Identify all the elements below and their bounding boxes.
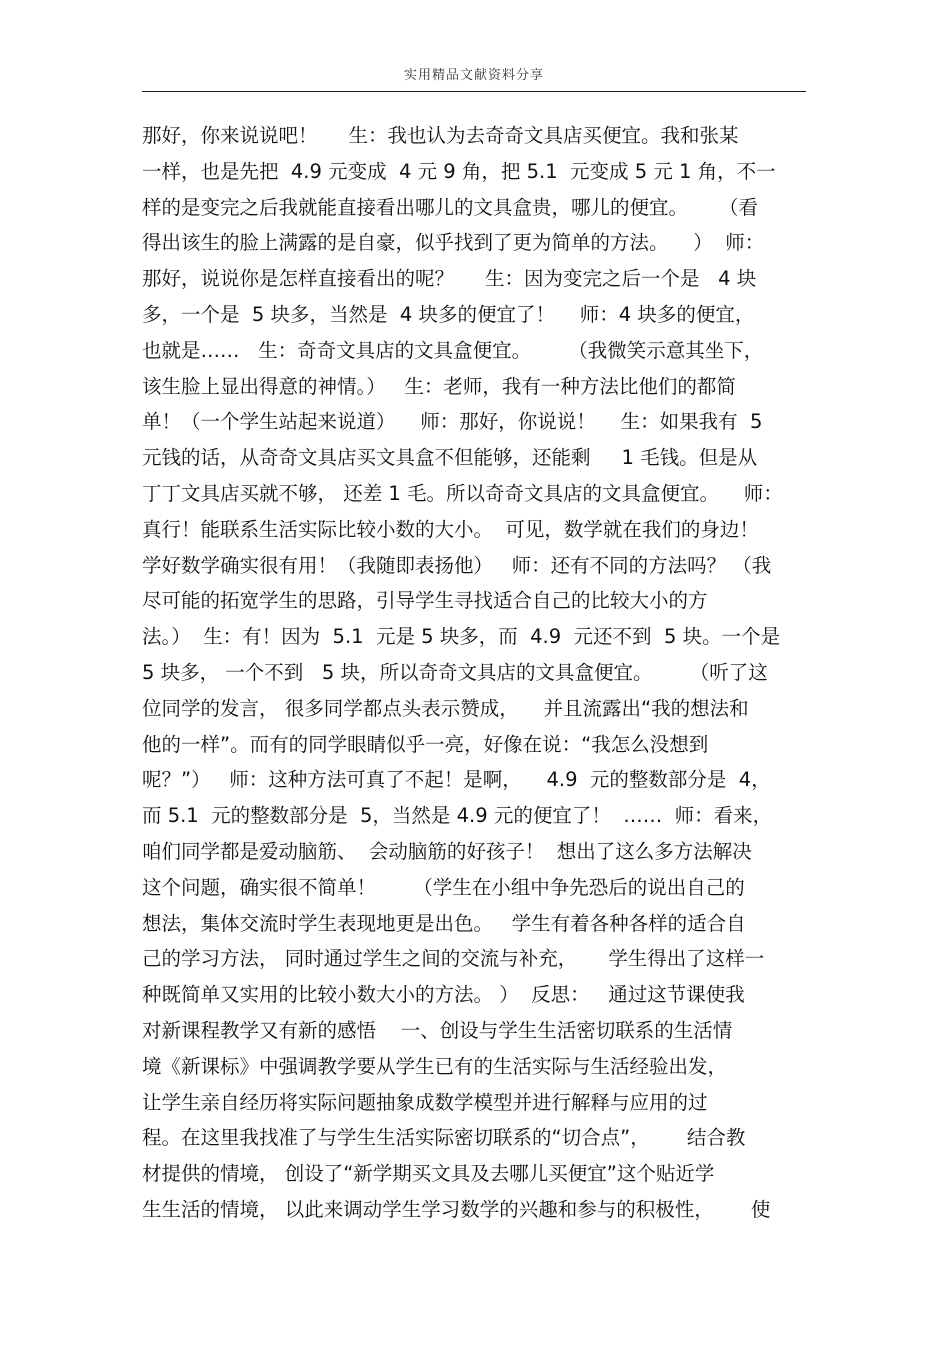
text-line: 元钱的话，从奇奇文具店买文具盒不但能够，还能剩 1 毛钱。但是从 [142, 446, 758, 470]
text-line: 得出该生的脸上满露的是自豪，似乎找到了更为简单的方法。 ） 师： [142, 231, 765, 255]
text-line: 材提供的情境， 创设了“新学期买文具及去哪儿买便宜”这个贴近学 [142, 1162, 715, 1186]
text-line: 5 块多， 一个不到 5 块，所以奇奇文具店的文具盒便宜。 （听了这 [142, 660, 768, 684]
text-line: 想法，集体交流时学生表现地更是出色。 学生有着各种各样的适合自 [142, 911, 746, 935]
text-line: 样的是变完之后我就能直接看出哪儿的文具盒贵，哪儿的便宜。 （看 [142, 195, 758, 219]
text-line: 法。） 生：有！因为 5.1 元是 5 块多，而 4.9 元还不到 5 块。一个是 [142, 625, 781, 649]
text-line: 他的一样”。而有的同学眼睛似乎一亮，好像在说：“我怎么没想到 [142, 732, 709, 756]
text-line: 种既简单又实用的比较小数大小的方法。 ） 反思： 通过这节课使我 [142, 983, 745, 1007]
text-line: 位同学的发言， 很多同学都点头表示赞成， 并且流露出“我的想法和 [142, 696, 749, 720]
page-header: 实用精品文献资料分享 [403, 68, 544, 83]
text-line: 境《新课标》中强调教学要从学生已有的生活实际与生活经验出发， [142, 1054, 728, 1078]
text-line: 而 5.1 元的整数部分是 5，当然是 4.9 元的便宜了！ …… 师：看来， [142, 804, 773, 828]
text-line: 咱们同学都是爱动脑筋、 会动脑筋的好孩子！ 想出了这么多方法解决 [142, 839, 752, 863]
document-body [142, 118, 822, 1228]
text-line: 该生脸上显出得意的神情。） 生：老师，我有一种方法比他们的都简 [142, 374, 736, 398]
text-line: 那好，说说你是怎样直接看出的呢？ 生：因为变完之后一个是 4 块 [142, 267, 757, 291]
text-line: 己的学习方法， 同时通过学生之间的交流与补充， 学生得出了这样一 [142, 947, 765, 971]
text-line: 学好数学确实很有用！（我随即表扬他） 师：还有不同的方法吗？ （我 [142, 553, 772, 577]
text-line: 这个问题，确实很不简单！ （学生在小组中争先恐后的说出自己的 [142, 875, 745, 899]
text-line: 对新课程教学又有新的感悟 一、创设与学生生活密切联系的生活情 [142, 1018, 733, 1042]
text-line: 呢？”） 师：这种方法可真了不起！是啊， 4.9 元的整数部分是 4， [142, 768, 771, 792]
text-line: 多，一个是 5 块多，当然是 4 块多的便宜了！ 师：4 块多的便宜， [142, 302, 755, 326]
text-line: 生生活的情境， 以此来调动学生学习数学的兴趣和参与的积极性， 使 [142, 1197, 771, 1221]
text-line: 真行！能联系生活实际比较小数的大小。 可见，数学就在我们的身边！ [142, 517, 759, 541]
text-line: 程。在这里我找准了与学生生活实际密切联系的“切合点”， 结合教 [142, 1126, 746, 1150]
text-line: 单！（一个学生站起来说道） 师：那好，你说说！ 生：如果我有 5 [142, 410, 763, 434]
text-line: 一样，也是先把 4.9 元变成 4 元 9 角，把 5.1 元变成 5 元 1 角，不一 [142, 159, 776, 183]
text-line: 让学生亲自经历将实际问题抽象成数学模型并进行解释与应用的过 [142, 1090, 708, 1114]
header-divider [142, 91, 806, 92]
text-line: 尽可能的拓宽学生的思路，引导学生寻找适合自己的比较大小的方 [142, 589, 708, 613]
text-line: 也就是…… 生：奇奇文具店的文具盒便宜。 （我微笑示意其坐下， [142, 338, 764, 362]
text-line: 丁丁文具店买就不够， 还差 1 毛。所以奇奇文具店的文具盒便宜。 师： [142, 481, 783, 505]
text-line: 那好，你来说说吧！ 生：我也认为去奇奇文具店买便宜。我和张某 [142, 124, 739, 147]
